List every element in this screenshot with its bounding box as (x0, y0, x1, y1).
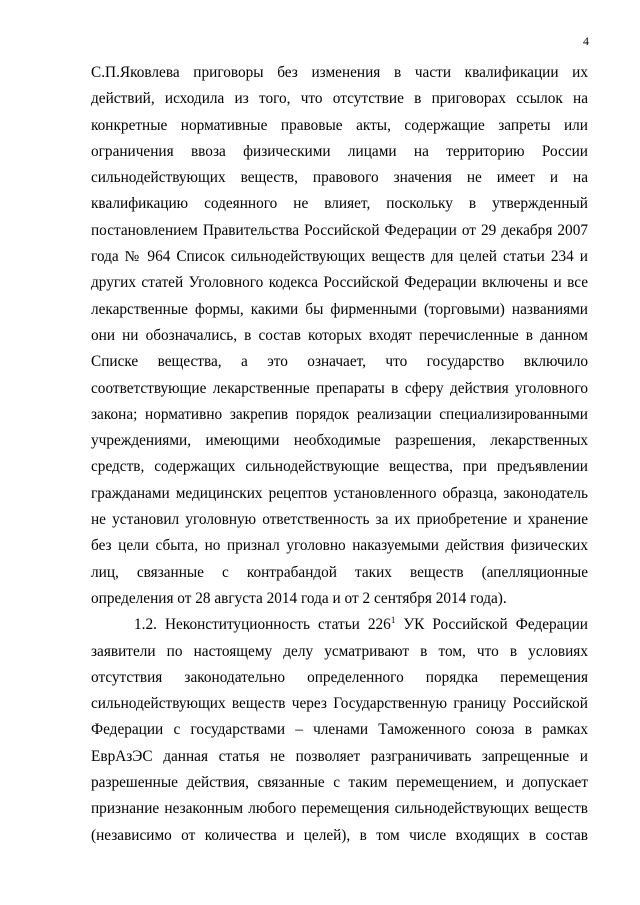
text-line: лекарственные формы, какими бы фирменными (торговыми) названиями (91, 300, 588, 318)
text-line: средств, содержащих сильнодействующие вещества, при предъявлении (91, 458, 588, 476)
text-line: отсутствия законодательно определенного порядка перемещения (91, 668, 588, 686)
text-line: постановлением Правительства Российской Федерации от 29 декабря 2007 (91, 221, 588, 239)
text-line: признание незаконным любого перемещения сильнодействующих веществ (91, 800, 588, 818)
text-line: Федерации с государствами – членами Таможенного союза в рамках (91, 721, 588, 739)
superscript-index: 1 (390, 615, 396, 626)
text-line: действий, исходила из того, что отсутствие в приговорах ссылок на (91, 90, 588, 108)
paragraph-heading-text: 1.2. Неконституционность статьи 226 (134, 616, 391, 634)
text-line: без цели сбыта, но признал уголовно наказуемыми действия физических (91, 537, 588, 555)
document-body (91, 60, 588, 849)
paragraph-first-line (91, 612, 588, 638)
text-line: гражданами медицинских рецептов установленного образца, законодатель (91, 484, 588, 502)
text-line: квалификацию содеянного не влияет, поскольку в утвержденный (91, 195, 588, 213)
text-line: заявители по настоящему делу усматривают в том, что в условиях (91, 642, 588, 660)
text-line: сильнодействующих веществ через Государственную границу Российской (91, 695, 588, 713)
text-line: ограничения ввоза физическими лицами на территорию России (91, 142, 588, 160)
text-line: сильнодействующих веществ, правового значения не имеет и на (91, 169, 588, 187)
paragraph-heading-text-cont: УК Российской Федерации (395, 616, 588, 634)
text-line: разрешенные действия, связанные с таким перемещением, и допускает (91, 774, 588, 792)
text-line: соответствующие лекарственные препараты в сферу действия уголовного (91, 379, 588, 397)
text-line: других статей Уголовного кодекса Российской Федерации включены и все (91, 274, 588, 292)
page-number: 4 (583, 34, 589, 48)
text-line: (независимо от количества и целей), в том числе входящих в состав (91, 826, 588, 844)
text-line: учреждениями, имеющими необходимые разрешения, лекарственных (91, 432, 588, 450)
text-line: Списке вещества, а это означает, что государство включило (91, 353, 588, 371)
text-line: не установил уголовную ответственность за их приобретение и хранение (91, 511, 588, 529)
text-line: ЕврАзЭС данная статья не позволяет разграничивать запрещенные и (91, 747, 588, 765)
text-line: года № 964 Список сильнодействующих веществ для целей статьи 234 и (91, 248, 588, 266)
text-line: они ни обозначались, в состав которых входят перечисленные в данном (91, 326, 588, 344)
text-line: конкретные нормативные правовые акты, содержащие запреты или (91, 116, 588, 134)
text-line: С.П.Яковлева приговоры без изменения в части квалификации их (91, 64, 588, 81)
text-line: лиц, связанные с контрабандой таких веществ (апелляционные (91, 563, 588, 581)
text-line: определения от 28 августа 2014 года и от 2 сентября 2014 года). (91, 589, 507, 607)
text-line: закона; нормативно закрепив порядок реализации специализированными (91, 405, 588, 423)
